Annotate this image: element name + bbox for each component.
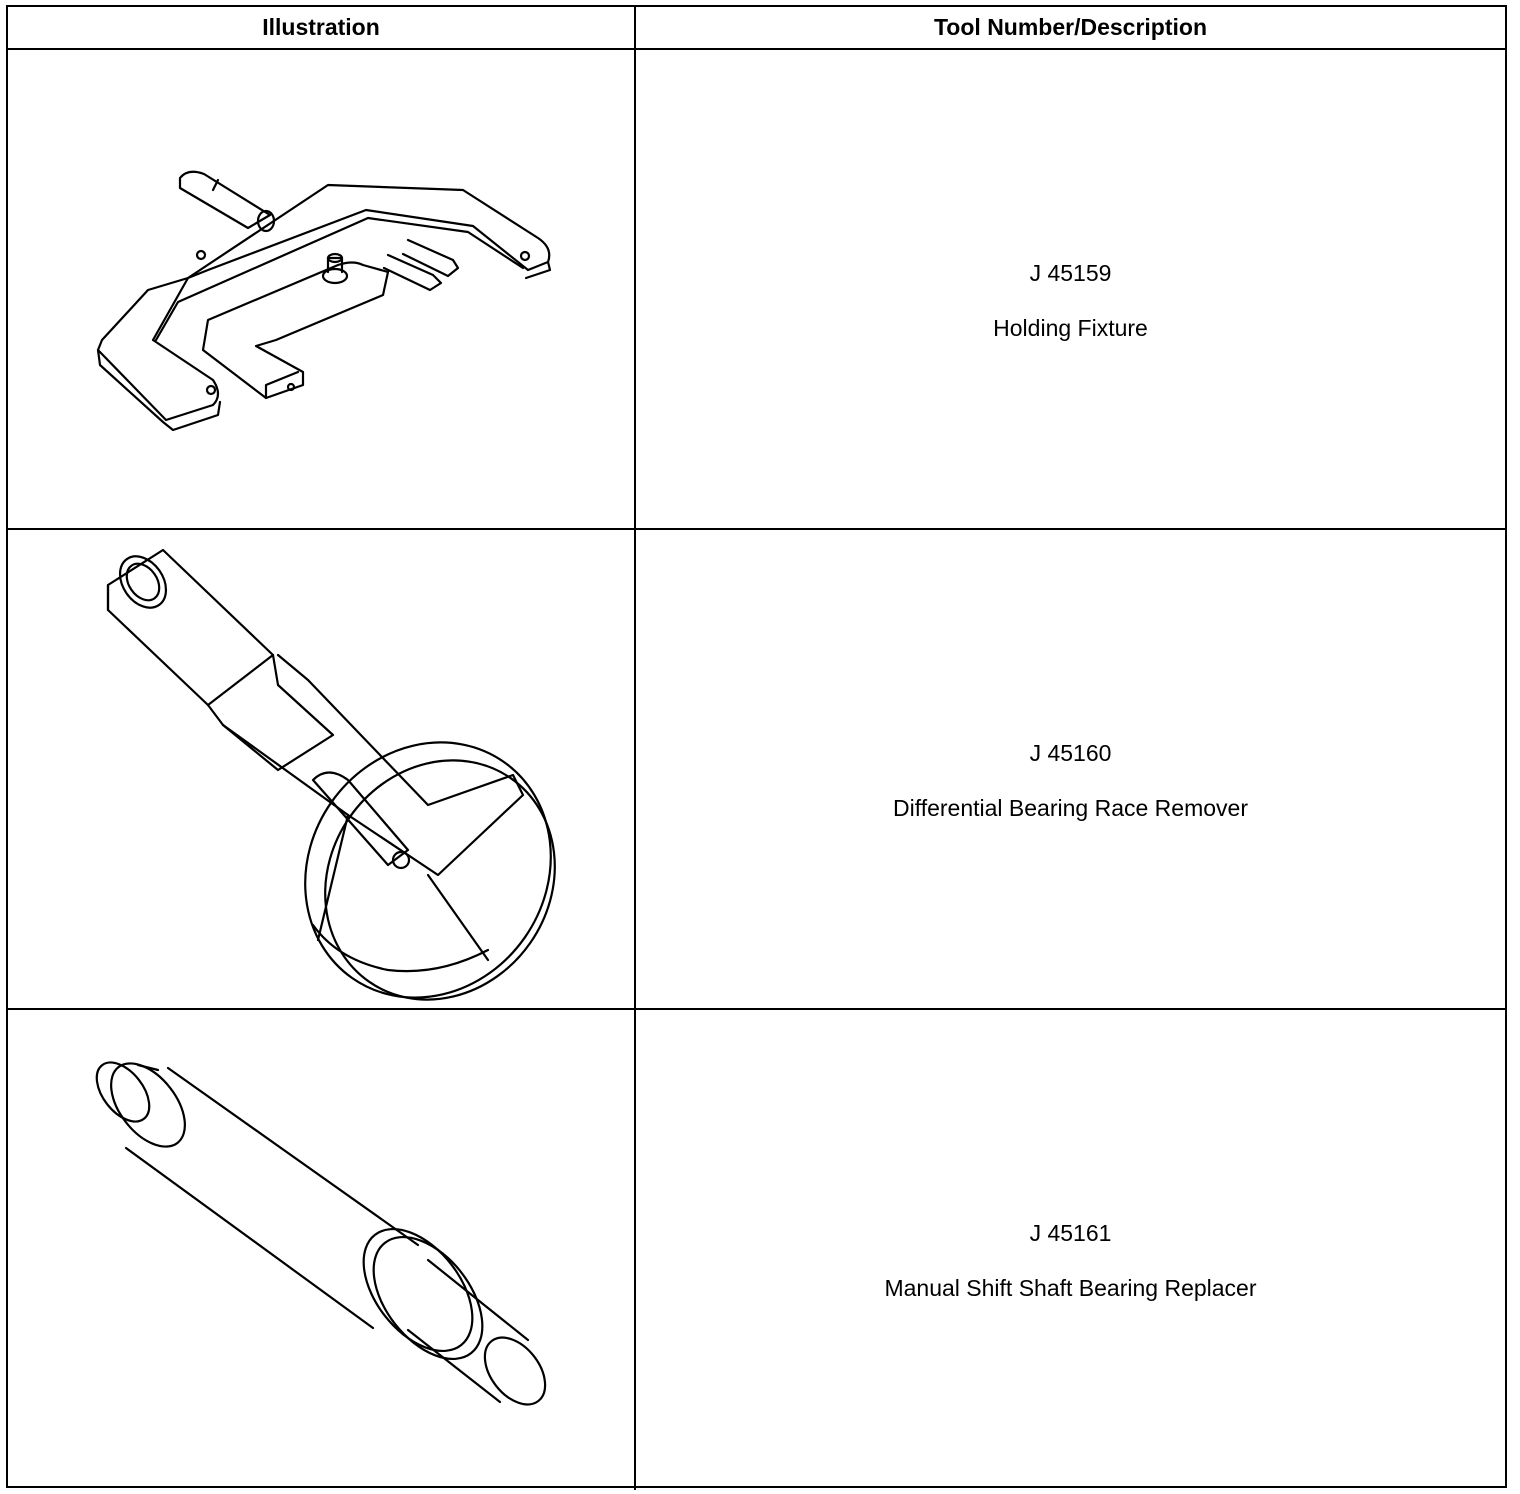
description-cell [636,1010,1505,1490]
header-cell-illustration [8,7,636,48]
description-cell [636,530,1505,1008]
tool-description: Differential Bearing Race Remover [893,795,1248,821]
tool-number: J 45159 [1029,260,1112,286]
illustration-cell [8,1010,636,1490]
illustration-cell [8,530,636,1008]
tool-number: J 45161 [1029,1220,1112,1246]
bearing-replacer-drawing [8,1010,634,1488]
header-cell-tool [636,7,1505,48]
table-row [8,1010,1505,1490]
tool-table [6,5,1507,1488]
header-illustration-label: Illustration [262,14,380,40]
tool-description: Manual Shift Shaft Bearing Replacer [884,1275,1257,1301]
description-cell [636,50,1505,528]
table-row [8,50,1505,530]
table-header-row [8,7,1505,50]
table-row [8,530,1505,1010]
tool-description: Holding Fixture [993,315,1148,341]
holding-fixture-drawing [8,50,634,528]
tool-number: J 45160 [1029,740,1112,766]
header-tool-label: Tool Number/Description [933,14,1208,40]
illustration-cell [8,50,636,528]
bearing-race-remover-drawing [8,530,634,1008]
